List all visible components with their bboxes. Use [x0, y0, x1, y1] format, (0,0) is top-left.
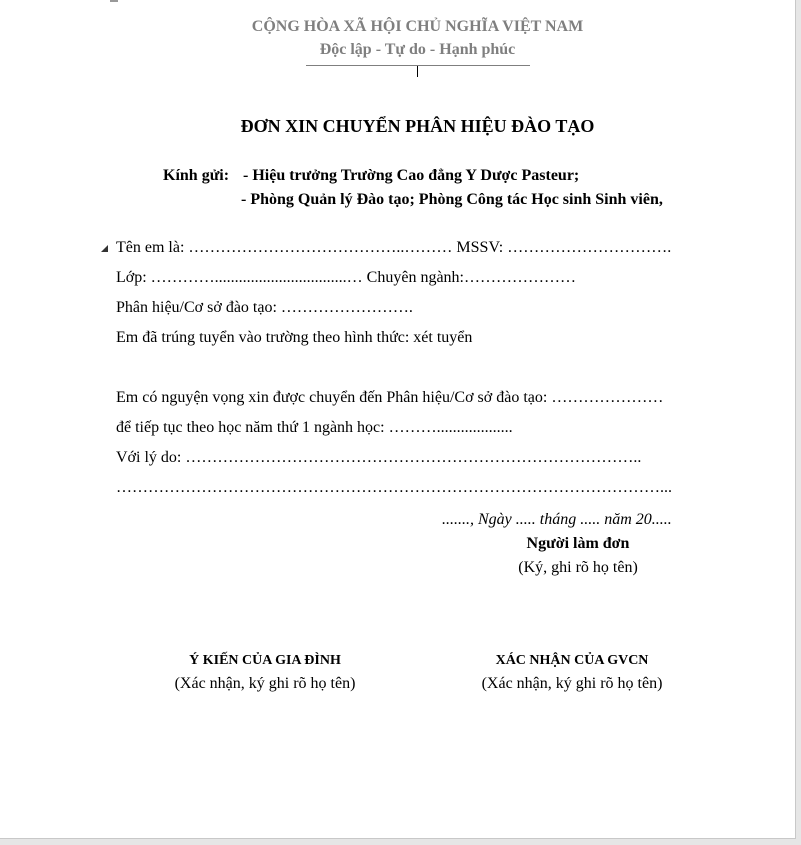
- document-title: ĐƠN XIN CHUYỂN PHÂN HIỆU ĐÀO TẠO: [240, 116, 595, 136]
- text-cursor: [417, 66, 418, 77]
- recipient-label: Kính gửi:: [163, 167, 230, 184]
- ruler-mark: [110, 0, 118, 2]
- campus-field-line[interactable]: Phân hiệu/Cơ sở đào tạo: …………………….: [116, 299, 413, 316]
- family-opinion-title: Ý KIẾN CỦA GIA ĐÌNH: [189, 653, 341, 668]
- reason-field-line[interactable]: Với lý do: …………………………………………………………………………..: [116, 449, 642, 466]
- paragraph-marker-icon[interactable]: [101, 245, 108, 252]
- admission-line: Em đã trúng tuyển vào trường theo hình thức: xét tuyển: [116, 329, 473, 346]
- study-field-line[interactable]: để tiếp tục theo học năm thứ 1 ngành học: ………...................: [116, 419, 513, 436]
- wish-field-line[interactable]: Em có nguyện vọng xin được chuyển đến Phân hiệu/Cơ sở đào tạo: …………………: [116, 389, 664, 406]
- teacher-confirm-title: XÁC NHẬN CỦA GVCN: [495, 653, 649, 668]
- date-line[interactable]: ......., Ngày ..... tháng ..... năm 20.....: [442, 511, 672, 528]
- motto-underline: [306, 65, 530, 66]
- recipient-line-1: - Hiệu trưởng Trường Cao đẳng Y Dược Pasteur;: [243, 167, 580, 184]
- applicant-note: (Ký, ghi rõ họ tên): [518, 559, 638, 576]
- recipient-line-2: - Phòng Quản lý Đào tạo; Phòng Công tác Học sinh Sinh viên,: [241, 191, 663, 208]
- applicant-title: Người làm đơn: [526, 535, 630, 552]
- name-field-line[interactable]: Tên em là: …………………………………..……… MSSV: ………………………….: [116, 239, 672, 256]
- reason-field-line-2[interactable]: …………………………………………………………………………………………...: [116, 479, 672, 496]
- motto-header: Độc lập - Tự do - Hạnh phúc: [319, 41, 516, 58]
- class-field-line[interactable]: Lớp: ………….................................… Chuyên ngành:…………………: [116, 269, 576, 286]
- family-opinion-note: (Xác nhận, ký ghi rõ họ tên): [174, 675, 356, 692]
- nation-header: CỘNG HÒA XÃ HỘI CHỦ NGHĨA VIỆT NAM: [251, 18, 584, 35]
- teacher-confirm-note: (Xác nhận, ký ghi rõ họ tên): [481, 675, 663, 692]
